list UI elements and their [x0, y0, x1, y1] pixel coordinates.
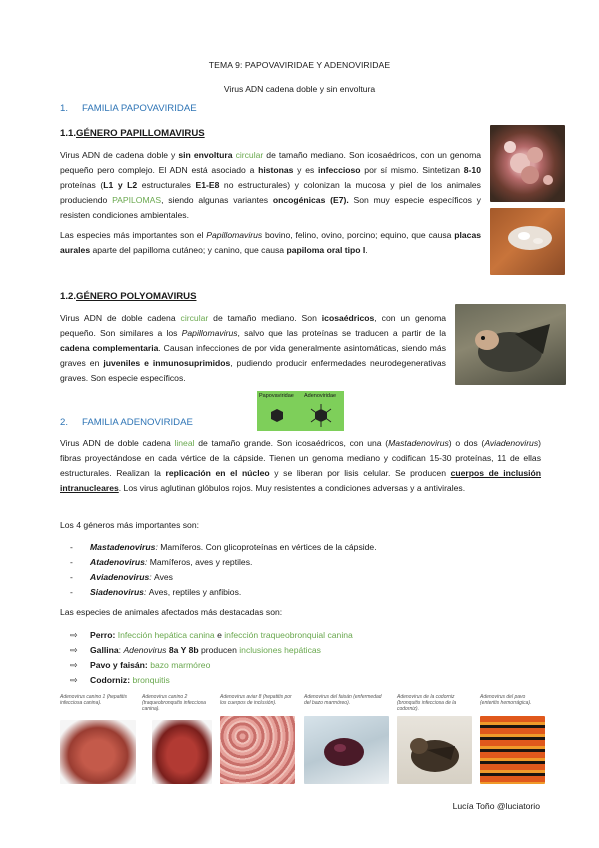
diagram-label-adenoviridae: Adenoviridae: [304, 393, 337, 399]
genus-description: Aves: [154, 572, 173, 582]
separator: :: [155, 542, 161, 552]
text-run: .: [365, 245, 368, 255]
text-run: Las especies más importantes son el: [60, 230, 207, 240]
virus-morphology-diagram: [257, 391, 344, 431]
photo-caption: Adenovirus aviar 8 (hepatitis por los cuerpos de inclusión).: [220, 694, 292, 706]
adenoviridae-paragraph: [60, 436, 541, 496]
arrow-bullet-icon: ⇨: [70, 675, 78, 685]
arrow-bullet-icon: ⇨: [70, 660, 78, 670]
text-run: proteínas (: [60, 180, 104, 190]
text-run: y es: [293, 165, 319, 175]
text-run: y se liberan por lisis celular. Se producen: [269, 468, 451, 478]
text-run: Virus ADN de doble cadena: [60, 313, 181, 323]
section-heading-papovaviridae: [60, 103, 197, 114]
genus-description: Mamíferos, aves y reptiles.: [149, 557, 253, 567]
species-item: [70, 673, 530, 688]
genus-item: [70, 585, 530, 600]
horse-ear-icon: [490, 208, 565, 275]
subsection-title: GÉNERO PAPILLOMAVIRUS: [76, 128, 205, 139]
text-run: bronquitis: [132, 675, 170, 685]
text-run: icosaédricos: [321, 313, 375, 323]
text-run: circular: [235, 150, 264, 160]
photo-caption: Adenovirus canino 2 (traqueobronquitis infecciosa canina).: [142, 694, 206, 712]
text-run: e: [214, 630, 225, 640]
subsection-heading-polyomavirus: [60, 291, 197, 302]
text-run: producen: [198, 645, 240, 655]
virion-icons: [257, 401, 344, 431]
text-run: PAPILOMAS: [112, 195, 162, 205]
text-run: ) o dos (: [448, 438, 485, 448]
text-run: cuerpos de inclusión intranucleares: [60, 468, 542, 493]
document-subtitle: Virus ADN cadena doble y sin envoltura: [223, 84, 376, 94]
text-run: inclusiones hepáticas: [239, 645, 321, 655]
text-run: 8-10: [463, 165, 481, 175]
species-text: [90, 675, 170, 685]
text-run: 8a Y 8b: [168, 645, 199, 655]
text-run: Mastadenovirus: [388, 438, 449, 448]
text-run: aparte del papilloma cutáneo; y canino, que causa: [90, 245, 287, 255]
genus-item: [70, 570, 530, 585]
genus-item: [70, 555, 530, 570]
text-run: oncogénicas (E7).: [272, 195, 349, 205]
quail-bronchitis-photo: [397, 716, 472, 784]
text-run: Papillomavirus: [181, 328, 238, 338]
section-number: 1.: [60, 103, 69, 114]
text-run: de tamaño mediano. Son: [208, 313, 322, 323]
text-run: bovino, felino, ovino, porcino; equino, que causa: [262, 230, 455, 240]
genera-intro: Los 4 géneros más importantes son:: [60, 520, 200, 530]
text-run: estructurales: [137, 180, 196, 190]
text-run: Virus ADN de doble cadena: [60, 438, 175, 448]
species-text: [90, 630, 353, 640]
dash-bullet-icon: -: [70, 542, 73, 552]
species-text: [90, 660, 210, 670]
arrow-bullet-icon: ⇨: [70, 630, 78, 640]
papilloma-lesions-icon: [490, 125, 565, 202]
text-run: , salvo que las proteínas se traducen a partir de la: [237, 328, 446, 338]
papilloma-paragraph-2: [60, 228, 481, 258]
text-run: ) fibras proyectándose en cada vértice de la cápside. Tienen un genoma mediano y codifican 15-30 proteínas, 11 de ellas estructurales. Realizan la: [60, 438, 542, 478]
photo-caption: Adenovirus del faisán (enfermedad del bazo marmóreo).: [304, 694, 382, 706]
text-run: Pavo y faisán:: [90, 660, 148, 670]
photo-caption: Adenovirus canino 1 (hepatitis infecciosa canina).: [60, 694, 127, 706]
bird-polyomavirus-photo: [455, 304, 566, 385]
text-run: circular: [180, 313, 209, 323]
section-heading-adenoviridae: [60, 417, 193, 428]
diagram-label-papovaviridae: Papovaviridae: [259, 393, 294, 399]
bird-icon: [455, 304, 566, 385]
turkey-hemorrhagic-enteritis-photo: [480, 716, 545, 784]
section-title: FAMILIA ADENOVIRIDAE: [82, 417, 193, 428]
text-run: Codorniz:: [90, 675, 131, 685]
text-run: L1 y L2: [103, 180, 138, 190]
species-text: [90, 645, 321, 655]
text-run: Aviadenovirus: [484, 438, 539, 448]
text-run: . Causan infecciones de por vida generalmente asintomáticas, siendo más graves en: [60, 343, 446, 368]
author-footer: Lucía Toño @luciatorio: [452, 801, 540, 811]
subsection-number: 1.2.: [60, 291, 77, 302]
section-title: FAMILIA PAPOVAVIRIDAE: [82, 103, 197, 114]
species-intro: Las especies de animales afectados más destacadas son:: [60, 607, 283, 617]
species-item: [70, 643, 530, 658]
text-run: lineal: [174, 438, 195, 448]
text-run: Perro:: [90, 630, 116, 640]
dash-bullet-icon: -: [70, 557, 73, 567]
genus-name: Siadenovirus: [90, 587, 144, 597]
canine-tracheobronchitis-photo: [152, 720, 212, 784]
photo-caption: Adenovirus de la codorniz (bronquitis infecciosa de la codorniz).: [397, 694, 457, 712]
text-run: infección traqueobronquial canina: [224, 630, 353, 640]
bovine-papilloma-photo: [490, 125, 565, 202]
text-run: Adenovirus: [123, 645, 167, 655]
subsection-number: 1.1.: [60, 128, 77, 139]
text-run: infeccioso: [318, 165, 361, 175]
dash-bullet-icon: -: [70, 587, 73, 597]
text-run: cadena complementaria: [60, 343, 159, 353]
inclusion-body-histology-photo: [220, 716, 295, 784]
species-list: [70, 628, 530, 688]
text-run: de tamaño grande. Son icosaédricos, con una (: [194, 438, 389, 448]
text-run: . Los virus aglutinan glóbulos rojos. Muy resistentes a condiciones adversas y a antivirales.: [118, 483, 466, 493]
text-run: Son muy especie específicos y resisten condiciones ambientales.: [60, 195, 481, 220]
subsection-heading-papillomavirus: [60, 128, 205, 139]
text-run: , siendo algunas variantes: [161, 195, 273, 205]
text-run: histonas: [258, 165, 294, 175]
document-title: TEMA 9: PAPOVAVIRIDAE Y ADENOVIRIDAE: [208, 60, 391, 70]
canine-hepatitis-photo: [60, 720, 136, 784]
species-item: [70, 658, 530, 673]
subsection-title: GÉNERO POLYOMAVIRUS: [76, 291, 197, 302]
text-run: Infección hepática canina: [117, 630, 215, 640]
marble-spleen-photo: [304, 716, 389, 784]
genus-description: Aves, reptiles y anfibios.: [148, 587, 242, 597]
text-run: Virus ADN de cadena doble y: [60, 150, 179, 160]
text-run: E1-E8: [195, 180, 220, 190]
species-item: [70, 628, 530, 643]
separator: :: [143, 587, 149, 597]
dash-bullet-icon: -: [70, 572, 73, 582]
section-number: 2.: [60, 417, 69, 428]
text-run: , pudiendo producir enfermedades neurodegenerativas graves. Son especie específicos.: [60, 358, 446, 383]
genus-name: Aviadenovirus: [90, 572, 150, 582]
text-run: Papillomavirus: [206, 230, 263, 240]
text-run: replicación en el núcleo: [165, 468, 270, 478]
equine-aural-plaques-photo: [490, 208, 565, 275]
text-run: , con un genoma pequeño. Son similares a los: [60, 313, 447, 338]
text-run: papiloma oral tipo I: [286, 245, 366, 255]
photo-captions-row: [60, 694, 540, 710]
text-run: por sí mismo. Sintetizan: [360, 165, 464, 175]
separator: :: [144, 557, 150, 567]
quail-icon: [397, 716, 472, 784]
photo-caption: Adenovirus del pavo (enteritis hemorrágica).: [480, 694, 532, 706]
text-run: no estructurales) y colonizan la mucosa y piel de los animales produciendo: [60, 180, 481, 205]
spleen-icon: [304, 716, 389, 784]
arrow-bullet-icon: ⇨: [70, 645, 78, 655]
papilloma-paragraph-1: [60, 148, 481, 223]
genus-name: Atadenovirus: [90, 557, 145, 567]
genus-item: [70, 540, 530, 555]
polyoma-paragraph: [60, 311, 446, 386]
text-run: :: [118, 645, 124, 655]
text-run: juveniles e inmunosuprimidos: [103, 358, 231, 368]
text-run: Gallina: [90, 645, 119, 655]
text-run: bazo marmóreo: [150, 660, 211, 670]
genera-list: [70, 540, 530, 600]
text-run: placas aurales: [60, 230, 482, 255]
genus-description: Mamíferos. Con glicoproteínas en vértices de la cápside.: [160, 542, 377, 552]
text-run: de tamaño mediano. Son icosaédricos, con un genoma pequeño pero complejo. El ADN está asociado a: [60, 150, 482, 175]
separator: :: [149, 572, 155, 582]
genus-name: Mastadenovirus: [90, 542, 156, 552]
text-run: sin envoltura: [178, 150, 233, 160]
